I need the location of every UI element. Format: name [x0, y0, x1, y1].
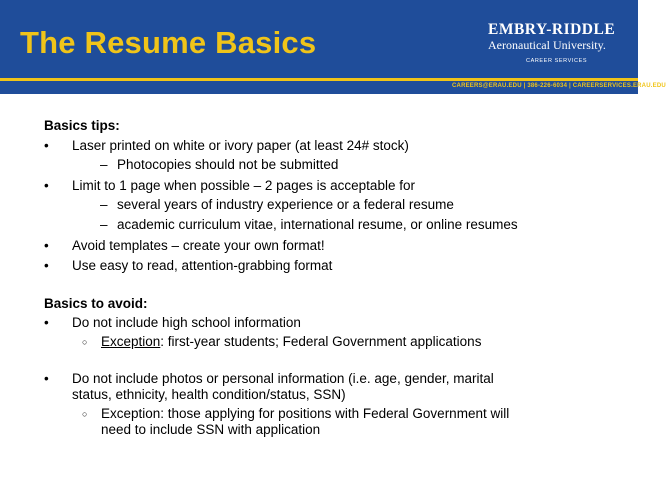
tips-bullet-3: Avoid templates – create your own format!	[72, 238, 325, 253]
tips-heading: Basics tips:	[44, 118, 120, 133]
avoid-bullet-2-line-2: status, ethnicity, health condition/status, SSN)	[72, 387, 346, 402]
dash-icon: –	[100, 157, 108, 172]
logo-subtitle: Aeronautical University.	[488, 38, 606, 52]
avoid-bullet-2-sub-1-line-1: Exception: those applying for positions with Federal Government will	[101, 406, 510, 421]
bullet-icon: •	[44, 178, 49, 193]
tips-bullet-2: Limit to 1 page when possible – 2 pages is acceptable for	[72, 178, 415, 193]
exception-label: Exception	[101, 334, 161, 349]
bullet-icon: •	[44, 238, 49, 253]
logo-department: CAREER SERVICES	[526, 58, 588, 64]
circle-bullet-icon: ○	[82, 409, 88, 419]
tips-bullet-2-sub-1: several years of industry experience or a federal resume	[117, 197, 454, 212]
dash-icon: –	[100, 197, 108, 212]
contact-info: CAREERS@ERAU.EDU | 386-226-6034 | CAREERSERVICES.ERAU.EDU	[452, 83, 666, 89]
avoid-bullet-2-sub-1-line-2: need to include SSN with application	[101, 422, 321, 437]
bullet-icon: •	[44, 258, 49, 273]
avoid-heading: Basics to avoid:	[44, 296, 148, 311]
bullet-icon: •	[44, 138, 49, 153]
bullet-icon: •	[44, 371, 49, 386]
avoid-bullet-2-line-1: Do not include photos or personal information (i.e. age, gender, marital	[72, 371, 494, 386]
avoid-bullet-1: Do not include high school information	[72, 315, 301, 330]
tips-bullet-1: Laser printed on white or ivory paper (at least 24# stock)	[72, 138, 409, 153]
tips-bullet-4: Use easy to read, attention-grabbing format	[72, 258, 333, 273]
logo-name: EMBRY-RIDDLE	[488, 21, 616, 38]
exception-text: : first-year students; Federal Government applications	[160, 334, 482, 349]
page-title: The Resume Basics	[20, 25, 317, 60]
circle-bullet-icon: ○	[82, 337, 88, 347]
bullet-icon: •	[44, 315, 49, 330]
avoid-bullet-1-sub-1	[101, 334, 481, 350]
dash-icon: –	[100, 217, 108, 232]
tips-bullet-1-sub-1: Photocopies should not be submitted	[117, 157, 339, 172]
tips-bullet-2-sub-2: academic curriculum vitae, international resume, or online resumes	[117, 217, 518, 232]
